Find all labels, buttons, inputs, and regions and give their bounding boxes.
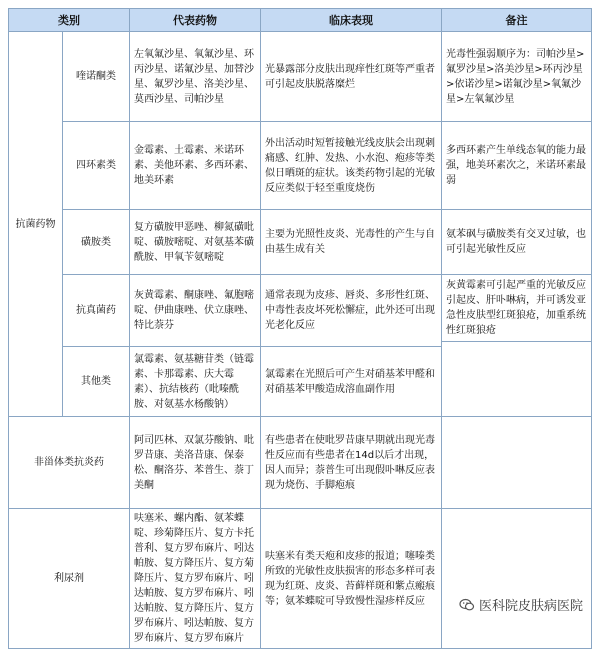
wechat-icon xyxy=(459,597,475,613)
subcategory-tetracyclines: 四环素类 xyxy=(63,122,130,210)
notes-quinolones: 光毒性强弱顺序为：司帕沙星>氟罗沙星>洛美沙星>环丙沙星>依诺沙星>诺氟沙星>氧氟沙星>左氧氟沙星 xyxy=(442,32,592,122)
header-category: 类别 xyxy=(9,9,130,32)
notes-sulfonamides: 氨苯砜与磺胺类有交叉过敏，也可引起光敏性反应 xyxy=(442,210,592,275)
drugs-nsaid: 阿司匹林、双氯芬酸钠、吡罗昔康、美洛昔康、保泰松、酮洛芬、苯普生、萘丁美酮 xyxy=(130,417,261,509)
clinical-nsaid: 有些患者在使吡罗昔康早期就出现光毒性反应而有些患者在14d以后才出现，因人而异；萘普生可出现假卟啉反应表现为烧伤、手脚疱痕 xyxy=(261,417,442,509)
subcategory-quinolones: 喹诺酮类 xyxy=(63,32,130,122)
subcategory-sulfonamides: 磺胺类 xyxy=(63,210,130,275)
drugs-diuretic: 呋塞米、螺内酯、氨苯蝶啶、珍菊降压片、复方卡托普利、复方罗布麻片、吲达帕胺、复方降压片、复方菊降压片、复方罗布麻片、吲达帕胺、复方罗布麻片、吲达帕胺、复方降压片、复方罗布麻片、吲达帕胺、复方罗布麻片、复方罗布麻片 xyxy=(130,509,261,649)
header-clinical: 临床表现 xyxy=(261,9,442,32)
drugs-quinolones: 左氧氟沙星、氧氟沙星、环丙沙星、诺氟沙星、加替沙星、氟罗沙星、洛美沙星、莫西沙星、司帕沙星 xyxy=(130,32,261,122)
clinical-sulfonamides: 主要为光照性皮炎、光毒性的产生与自由基生成有关 xyxy=(261,210,442,275)
notes-diuretic xyxy=(442,509,592,649)
group-nsaid: 非甾体类抗炎药 xyxy=(9,417,130,509)
notes-tetracyclines: 多西环素产生单线态氧的能力最强，地美环素次之，米诺环素最弱 xyxy=(442,122,592,210)
clinical-antifungals: 通常表现为皮疹、唇炎、多形性红斑、中毒性表皮坏死松懈症，此外还可出现光老化反应 xyxy=(261,275,442,347)
table-row xyxy=(9,509,592,649)
drugs-others: 氯霉素、氨基糖苷类（链霉素、卡那霉素、庆大霉素）、抗结核药（吡嗪酰胺、对氨基水杨酸钠） xyxy=(130,347,261,417)
header-row xyxy=(9,9,592,32)
clinical-tetracyclines: 外出活动时短暂接触光线皮肤会出现刺痛感、红肿、发热、小水泡、疱疹等类似日晒斑的症状。该类药物引起的光敏反应类似于轻至重度烧伤 xyxy=(261,122,442,210)
watermark-text: 医科院皮肤病医院 xyxy=(478,599,583,614)
notes-antifungals: 灰黄霉素可引起严重的光敏反应引起皮、肝卟啉病，并可诱发亚急性皮肤型红斑狼疮，加重系统性红斑狼疮 xyxy=(442,275,591,342)
table-row xyxy=(9,32,592,122)
clinical-others: 氯霉素在光照后可产生对硝基苯甲醛和对硝基苯甲酸造成溶血副作用 xyxy=(261,347,442,417)
drugs-sulfonamides: 复方磺胺甲恶唑、柳氮磺吡啶、磺胺嘧啶、对氨基苯磺酰胺、甲氧苄氨嘧啶 xyxy=(130,210,261,275)
drug-photosensitivity-table xyxy=(8,8,592,649)
table-row xyxy=(9,275,592,347)
clinical-diuretic: 呋塞米有类天疱和皮疹的报道；噻嗪类所致的光敏性皮肤损害的形态多样可表现为红斑、皮炎、苔藓样斑和紫点瘢痕等；氨苯蝶啶可导致慢性湿疹样反应 xyxy=(261,509,442,649)
notes-antifungals-others xyxy=(442,275,592,417)
header-drugs: 代表药物 xyxy=(130,9,261,32)
table-row xyxy=(9,122,592,210)
header-notes: 备注 xyxy=(442,9,592,32)
table-row xyxy=(9,417,592,509)
drugs-tetracyclines: 金霉素、土霉素、米诺环素、美他环素、多西环素、地美环素 xyxy=(130,122,261,210)
subcategory-antifungals: 抗真菌药 xyxy=(63,275,130,347)
clinical-quinolones: 光暴露部分皮肤出现痒性红斑等严重者可引起皮肤脱落糜烂 xyxy=(261,32,442,122)
drugs-antifungals: 灰黄霉素、酮康唑、氟胞嘧啶、伊曲康唑、伏立康唑、特比萘芬 xyxy=(130,275,261,347)
subcategory-others: 其他类 xyxy=(63,347,130,417)
watermark xyxy=(456,594,586,615)
group-antibacterial: 抗菌药物 xyxy=(9,32,63,417)
group-diuretic: 利尿剂 xyxy=(9,509,130,649)
table-row xyxy=(9,210,592,275)
notes-nsaid xyxy=(442,417,592,509)
